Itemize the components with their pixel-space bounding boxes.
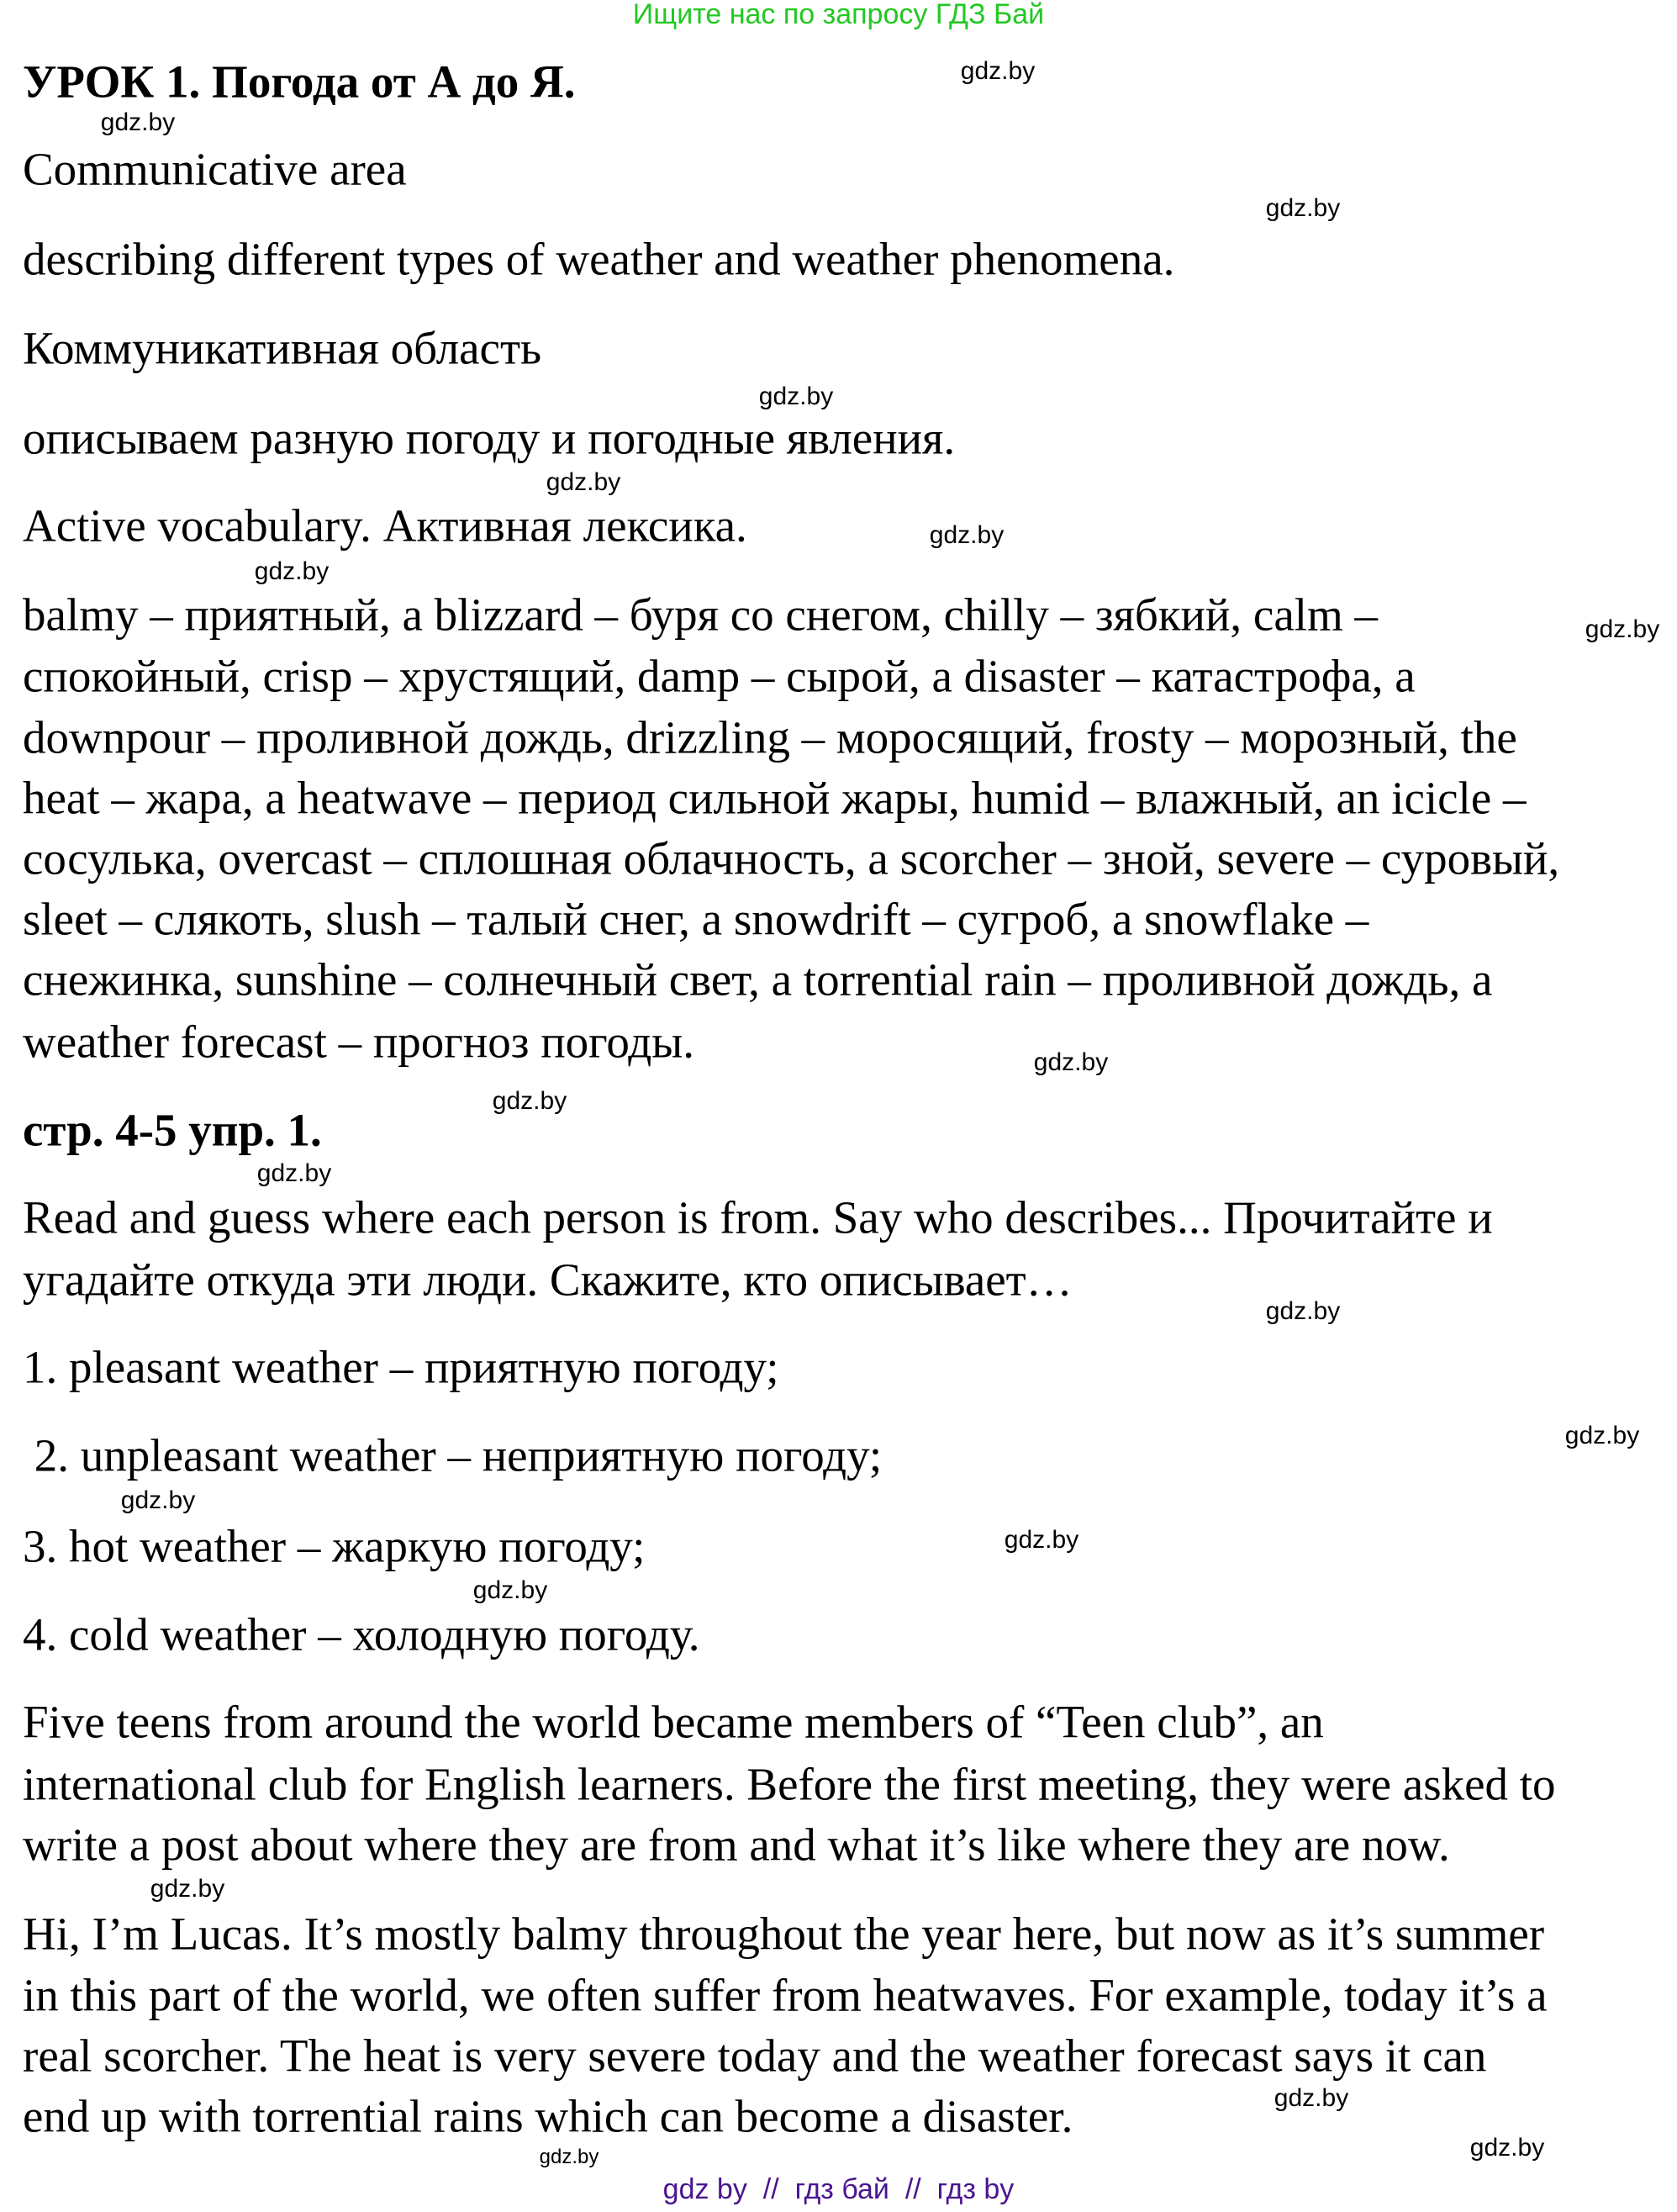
- watermark: gdz.by: [256, 1159, 332, 1187]
- watermark: gdz.by: [1469, 2134, 1545, 2162]
- watermark: gdz.by: [150, 1875, 225, 1903]
- watermark: gdz.by: [1033, 1048, 1109, 1076]
- watermark: gdz.by: [100, 108, 176, 136]
- list-item: 3. hot weather – жаркую погоду;: [23, 1520, 646, 1572]
- vocab-heading: Active vocabulary. Активная лексика.: [23, 499, 747, 552]
- vocab-line: weather forecast – прогноз погоды.: [23, 1016, 694, 1068]
- watermark: gdz.by: [1274, 2084, 1349, 2112]
- watermark: gdz.by: [1004, 1526, 1079, 1554]
- vocab-line: сосулька, overcast – сплошная облачность, a scorcher – зной, severe – суровый,: [23, 832, 1560, 884]
- footer-link-gdz-by[interactable]: gdz by: [662, 2173, 747, 2205]
- watermark: gdz.by: [254, 557, 330, 585]
- comm-area-en-text: describing different types of weather and weather phenomena.: [23, 233, 1175, 285]
- watermark: gdz.by: [472, 1576, 548, 1604]
- vocab-line: sleet – слякоть, slush – талый снег, a snowdrift – сугроб, a snowflake –: [23, 893, 1369, 945]
- page-title: УРОК 1. Погода от А до Я.: [23, 55, 576, 108]
- watermark: gdz.by: [120, 1486, 196, 1514]
- footer-separator: //: [904, 2173, 921, 2205]
- comm-area-ru-text: описываем разную погоду и погодные явления.: [23, 412, 956, 464]
- watermark: gdz.by: [1564, 1422, 1640, 1449]
- footer-links: [0, 2175, 1677, 2204]
- vocab-line: спокойный, crisp – хрустящий, damp – сырой, a disaster – катастрофа, a: [23, 650, 1416, 702]
- watermark: gdz.by: [1585, 615, 1660, 643]
- task-line: угадайте откуда эти люди. Скажите, кто описывает…: [23, 1254, 1073, 1306]
- vocab-line: снежинка, sunshine – солнечный свет, a torrential rain – проливной дождь, a: [23, 953, 1493, 1006]
- vocab-line: balmy – приятный, a blizzard – буря со снегом, chilly – зябкий, calm –: [23, 589, 1379, 641]
- lucas-line: in this part of the world, we often suffer from heatwaves. For example, today it’s a: [23, 1969, 1548, 2021]
- comm-area-en-label: Communicative area: [23, 143, 407, 195]
- exercise-heading: стр. 4-5 упр. 1.: [23, 1104, 322, 1156]
- intro-line: Five teens from around the world became members of “Teen club”, an: [23, 1696, 1324, 1748]
- task-line: Read and guess where each person is from. Say who describes... Прочитайте и: [23, 1191, 1493, 1243]
- comm-area-ru-label: Коммуникативная область: [23, 322, 542, 374]
- list-item: 2. unpleasant weather – неприятную погоду;: [23, 1429, 883, 1481]
- watermark: gdz.by: [539, 2146, 599, 2168]
- watermark: gdz.by: [960, 57, 1036, 85]
- watermark: gdz.by: [929, 521, 1005, 549]
- lucas-line: real scorcher. The heat is very severe today and the weather forecast says it can: [23, 2030, 1487, 2082]
- lucas-line: Hi, I’m Lucas. It’s mostly balmy throughout the year here, but now as it’s summer: [23, 1908, 1545, 1960]
- list-item: 1. pleasant weather – приятную погоду;: [23, 1341, 779, 1393]
- list-item: 4. cold weather – холодную погоду.: [23, 1608, 700, 1660]
- watermark: gdz.by: [546, 468, 621, 496]
- vocab-line: heat – жара, a heatwave – период сильной жары, humid – влажный, an icicle –: [23, 772, 1527, 824]
- search-banner: Ищите нас по запросу ГДЗ Бай: [632, 0, 1045, 30]
- watermark: gdz.by: [492, 1087, 567, 1115]
- footer-link-gdz-bai[interactable]: гдз бай: [794, 2173, 889, 2205]
- watermark: gdz.by: [1265, 1297, 1341, 1325]
- watermark: gdz.by: [758, 383, 834, 410]
- footer-link-gdz-by-ru[interactable]: гдз by: [936, 2173, 1015, 2205]
- intro-line: international club for English learners. Before the first meeting, they were asked to: [23, 1758, 1556, 1810]
- watermark: gdz.by: [1265, 194, 1341, 222]
- intro-line: write a post about where they are from and what it’s like where they are now.: [23, 1819, 1450, 1871]
- footer-separator: //: [762, 2173, 779, 2205]
- lucas-line: end up with torrential rains which can become a disaster.: [23, 2090, 1073, 2142]
- vocab-line: downpour – проливной дождь, drizzling – моросящий, frosty – морозный, the: [23, 711, 1517, 763]
